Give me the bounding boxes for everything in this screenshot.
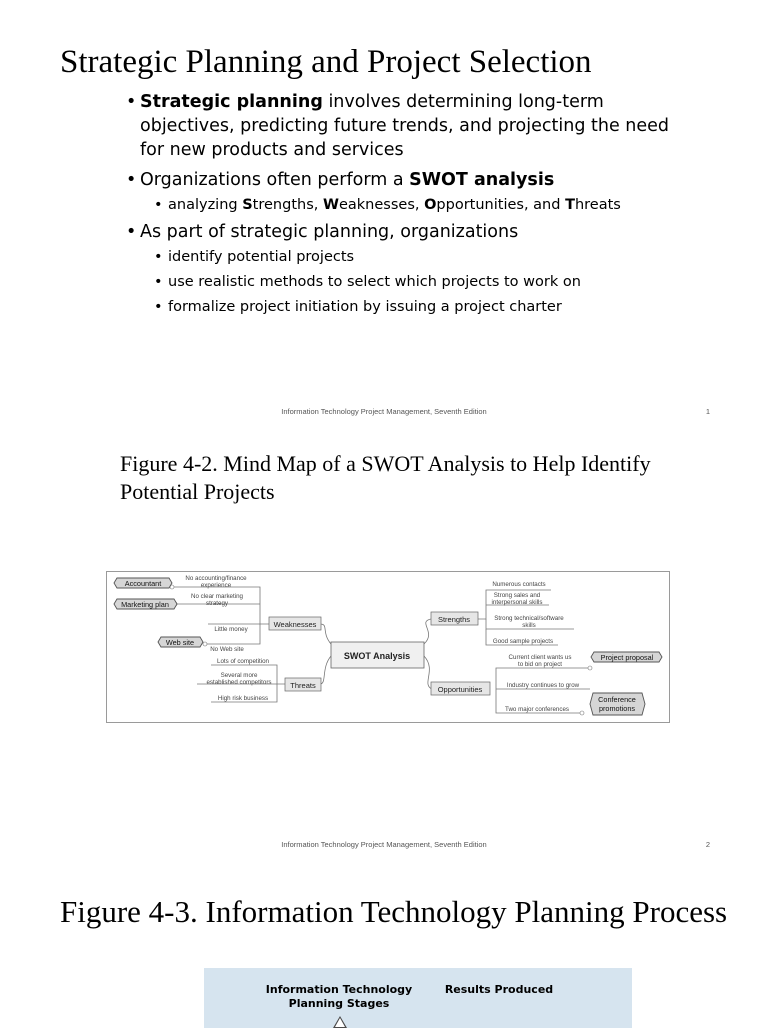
bullet-text: Organizations often perform a bbox=[140, 170, 410, 190]
center-node-label: SWOT Analysis bbox=[343, 651, 411, 661]
strengths-label: Strengths bbox=[437, 615, 471, 624]
sub-bullet-text: eaknesses, bbox=[338, 197, 425, 213]
w-item: No clear marketing bbox=[191, 593, 243, 600]
bullet-swot bbox=[126, 168, 686, 192]
slide-2 bbox=[0, 430, 768, 860]
opportunities-label: Opportunities bbox=[437, 685, 483, 694]
connector-threats bbox=[320, 656, 331, 684]
bold-letter: T bbox=[565, 197, 575, 213]
sub-bullet-text: analyzing bbox=[168, 197, 243, 213]
page-number: 1 bbox=[705, 407, 710, 416]
o-item: Industry continues to grow bbox=[506, 682, 580, 689]
slide-title: Strategic Planning and Project Selection bbox=[60, 44, 592, 80]
t-item: High risk business bbox=[217, 695, 269, 702]
s-item: Strong sales and bbox=[493, 592, 541, 599]
pyramid-apex-icon bbox=[333, 1016, 347, 1028]
bold-term: Strategic planning bbox=[140, 92, 323, 112]
slide-3 bbox=[0, 860, 768, 1024]
w-item: No accounting/finance bbox=[185, 575, 247, 582]
sub-bullet-text: hreats bbox=[574, 197, 621, 213]
s-item: Strong technical/software bbox=[494, 615, 564, 622]
o-item: to bid on project bbox=[517, 661, 563, 668]
weaknesses-label: Weaknesses bbox=[273, 620, 317, 629]
bold-letter: W bbox=[322, 197, 339, 213]
tag-conference: Conference bbox=[598, 695, 636, 704]
sub-bullet-charter: • formalize project initiation by issuing a project charter bbox=[154, 297, 686, 317]
swot-mind-map bbox=[106, 571, 670, 723]
dot bbox=[580, 711, 584, 715]
bullet-text: involves determining long-term objectives, predicting future trends, and projecting the need for new products and services bbox=[140, 92, 670, 160]
sub-bullet-text: pportunities, and bbox=[436, 197, 566, 213]
bullet-organizations: • As part of strategic planning, organizations bbox=[126, 220, 686, 244]
connector-strengths bbox=[424, 619, 431, 644]
w-item: No Web site bbox=[210, 646, 244, 653]
s-item: skills bbox=[522, 622, 536, 629]
s-item: Numerous contacts bbox=[492, 581, 546, 588]
results-produced-header: Results Produced bbox=[444, 983, 554, 996]
dot bbox=[203, 642, 207, 646]
connector-weaknesses bbox=[320, 624, 331, 644]
w-item: Little money bbox=[214, 626, 248, 633]
o-item: Two major conferences bbox=[505, 706, 569, 713]
slide-1 bbox=[0, 0, 768, 430]
w-item: experience bbox=[200, 582, 232, 589]
t-item: Several more bbox=[220, 672, 258, 679]
s-item: Good sample projects bbox=[492, 638, 554, 645]
w-item: strategy bbox=[205, 600, 229, 607]
footer-text: Information Technology Project Management, Seventh Edition bbox=[281, 840, 487, 849]
mind-map-svg bbox=[107, 572, 669, 722]
tag-accountant: Accountant bbox=[124, 579, 162, 588]
header-line: Information Technology bbox=[265, 983, 413, 996]
opportunity-items bbox=[505, 654, 580, 713]
sub-bullet-methods: • use realistic methods to select which projects to work on bbox=[154, 272, 686, 292]
bold-letter: S bbox=[242, 197, 253, 213]
figure-title: Figure 4-2. Mind Map of a SWOT Analysis to Help Identify Potential Projects bbox=[120, 451, 651, 504]
sub-bullet-text: trengths, bbox=[252, 197, 323, 213]
dot bbox=[588, 666, 592, 670]
sub-bullet-swot-letters bbox=[154, 195, 686, 215]
page-number: 2 bbox=[705, 840, 710, 849]
s-item: interpersonal skills bbox=[491, 599, 543, 606]
bullet-strategic-planning bbox=[126, 90, 686, 162]
planning-process-figure bbox=[204, 968, 632, 1028]
tag-promotions: promotions bbox=[598, 704, 636, 713]
footer-text: Information Technology Project Management, Seventh Edition bbox=[281, 407, 487, 416]
bold-letter: O bbox=[424, 197, 437, 213]
threats-label: Threats bbox=[290, 681, 316, 690]
t-item: Lots of competition bbox=[217, 658, 269, 665]
tag-project-proposal: Project proposal bbox=[600, 653, 654, 662]
figure-title: Figure 4-3. Information Technology Planning Process bbox=[60, 894, 728, 929]
threat-items bbox=[206, 658, 271, 702]
sub-bullet-identify: • identify potential projects bbox=[154, 247, 686, 267]
bullet-list bbox=[126, 90, 686, 322]
tag-web-site: Web site bbox=[165, 638, 195, 647]
o-item: Current client wants us bbox=[508, 654, 572, 661]
header-line: Planning Stages bbox=[288, 997, 390, 1010]
bold-term: SWOT analysis bbox=[409, 170, 555, 190]
t-item: established competitors bbox=[206, 679, 272, 686]
planning-stages-header bbox=[264, 983, 414, 1011]
tag-marketing-plan: Marketing plan bbox=[121, 600, 169, 609]
strength-items bbox=[492, 581, 565, 645]
